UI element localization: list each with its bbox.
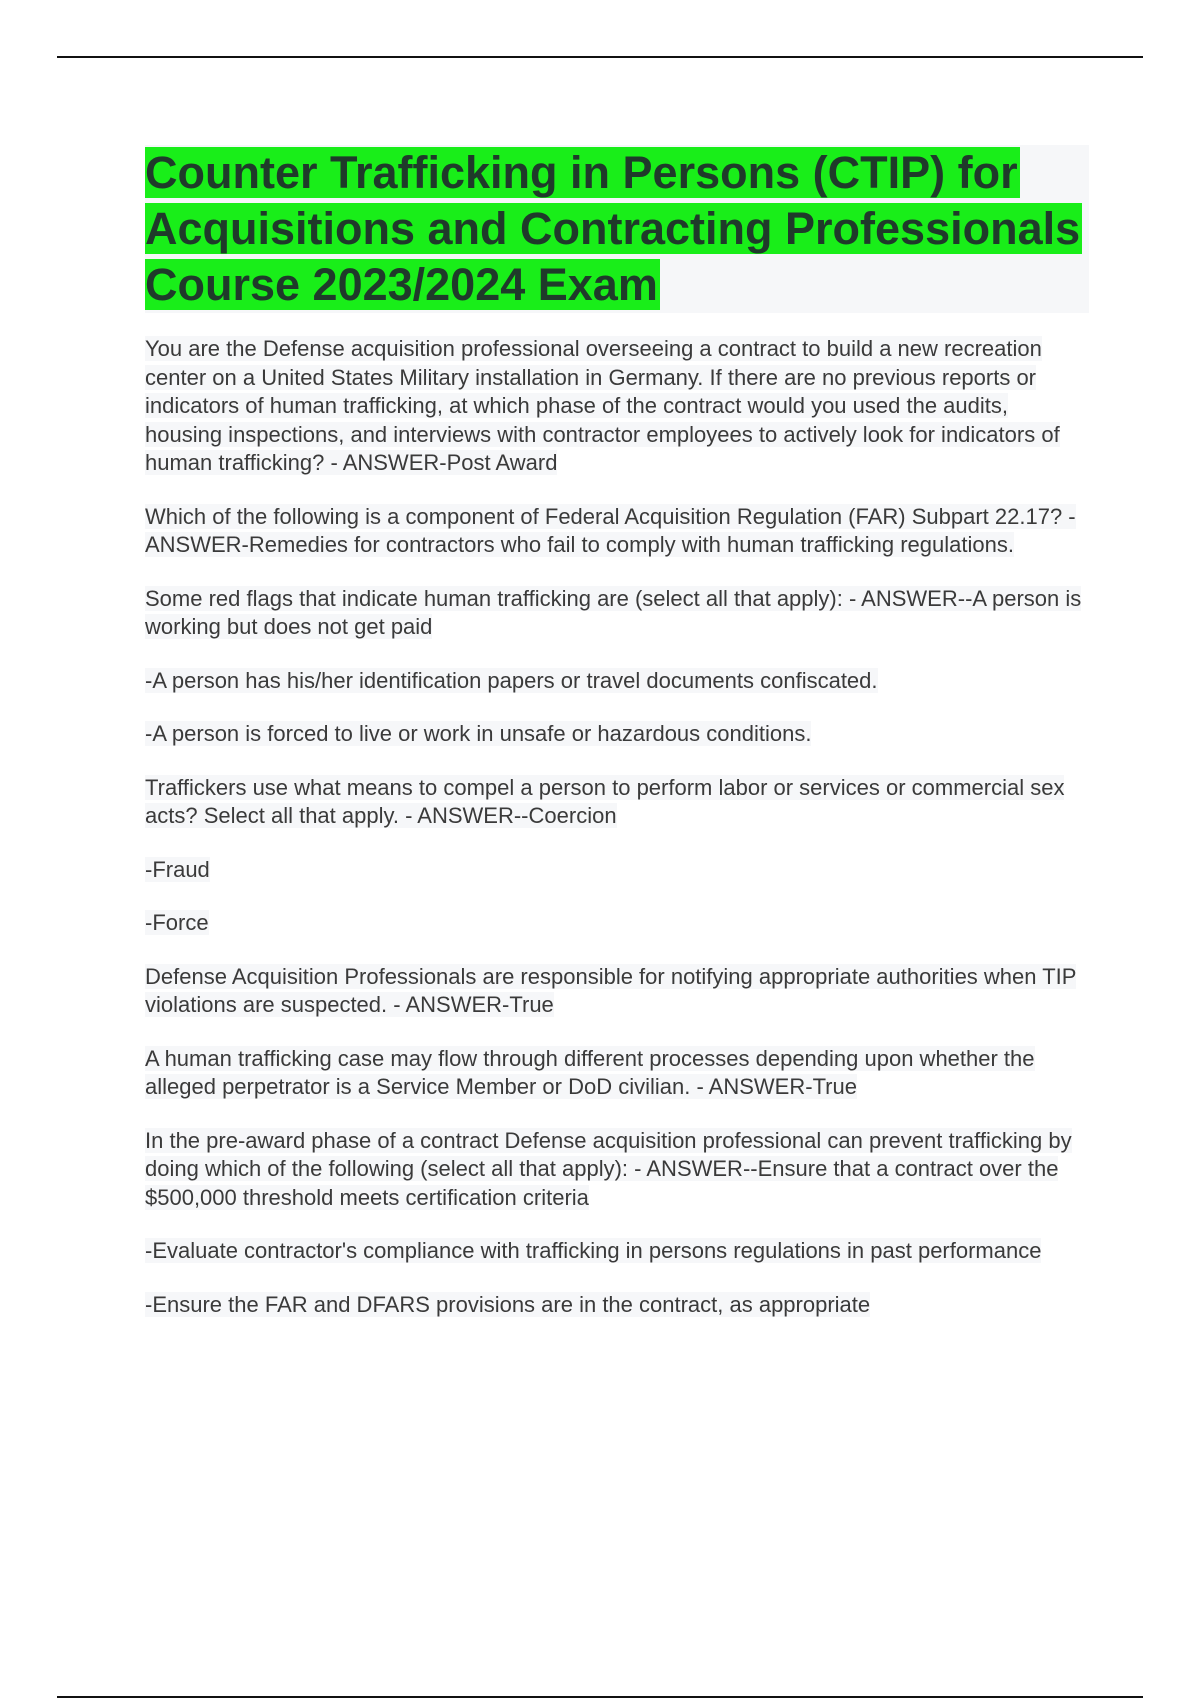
paragraph-q2: Which of the following is a component of Federal Acquisition Regulation (FAR) Subpart 22.17? - ANSWER-Remedies for contractors who fail to comply with human trafficking regulations.: [145, 503, 1076, 557]
top-rule: [57, 56, 1143, 58]
document-body: [145, 145, 1089, 1344]
paragraph-q3-item-2: -A person has his/her identification papers or travel documents confiscated.: [145, 667, 878, 693]
paragraph-q7: In the pre-award phase of a contract Defense acquisition professional can prevent trafficking by doing which of the following (select all that apply): - ANSWER--Ensure that a contract over the $500,000 threshold meets certification criteria: [145, 1127, 1072, 1210]
paragraph-q5: Defense Acquisition Professionals are responsible for notifying appropriate authorities when TIP violations are suspected. - ANSWER-True: [145, 963, 1077, 1017]
paragraph-q4: Traffickers use what means to compel a person to perform labor or services or commercial sex acts? Select all that apply. - ANSWER--Coercion: [145, 774, 1065, 828]
document-title: [145, 145, 1089, 313]
paragraph-q7-item-3: -Ensure the FAR and DFARS provisions are in the contract, as appropriate: [145, 1291, 871, 1317]
paragraph-q4-item-3: -Force: [145, 910, 209, 935]
paragraph-q7-item-2: -Evaluate contractor's compliance with trafficking in persons regulations in past performance: [145, 1238, 1042, 1263]
paragraph-q1: You are the Defense acquisition professional overseeing a contract to build a new recreation center on a United States Military installation in Germany. If there are no previous reports or indicators of human trafficking, at which phase of the contract would you used the audits, housing inspections, and interviews with contractor employees to actively look for indicators of human trafficking? - ANSWER-Post Award: [145, 336, 1060, 475]
paragraph-q4-item-2: -Fraud: [145, 856, 210, 882]
paragraph-q3-item-3: -A person is forced to live or work in unsafe or hazardous conditions.: [145, 721, 812, 746]
paragraph-q3: Some red flags that indicate human trafficking are (select all that apply): - ANSWER--A person is working but does not get paid: [145, 585, 1082, 639]
title-text: Counter Trafficking in Persons (CTIP) for Acquisitions and Contracting Professionals Course 2023/2024 Exam: [145, 147, 1081, 310]
paragraph-q6: A human trafficking case may flow through different processes depending upon whether the alleged perpetrator is a Service Member or DoD civilian. - ANSWER-True: [145, 1045, 1035, 1099]
bottom-rule: [57, 1696, 1143, 1698]
